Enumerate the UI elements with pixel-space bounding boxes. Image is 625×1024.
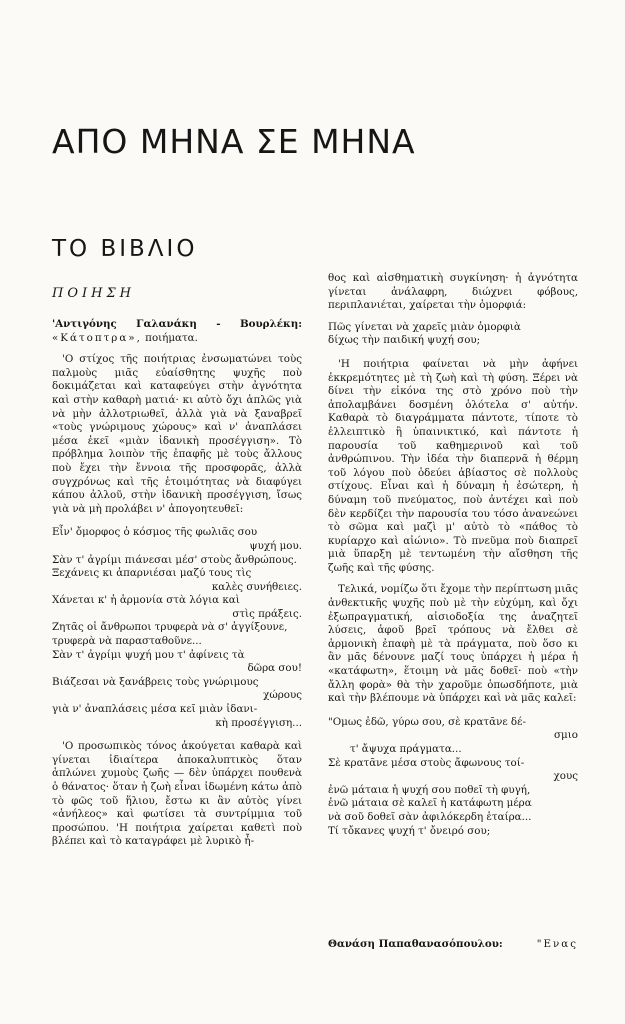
body-paragraph: 'Ο στίχος τῆς ποιήτριας ἐνσωματώνει τοὺς παλμοὺς μιᾶς εὐαίσθητης ψυχῆς ποὺ δοκιμάζεται καὶ καταφεύγει στὴν ἀγνότητα καὶ στὴν καθαρὴ ματιά· κι αὐτὸ ὄχι ἁπλῶς γιὰ νὰ μὴν ἀλλοτριωθεῖ, ἀλλὰ γιὰ νὰ ξαναβρεῖ «τοὺς γνώριμους χώρους» καὶ ν' ἀναπλάσει μέσα ἐκεῖ «μιὰν ἰδανικὴ προσέγγιση». Τὸ πρόβλημα λοιπὸν τῆς ἐπαφῆς μὲ τοὺς ἄλλους ποὺ ἔχει τὴν ἔννοια τῆς προσφορᾶς, ἀλλὰ συγχρόνως καὶ τῆς ἑτοιμότητας νὰ διαφύγει κάπου ἀλλοῦ, στὴν ἰδανικὴ προσέγγιση, ἴσως γιὰ νὰ μὴ προλάβει ν' ἀπογοητευθεῖ: [52, 353, 302, 515]
poem-line: νὰ σοῦ δοθεῖ σὰν ἀφιλόκερδη ἑταίρα... [328, 810, 532, 823]
poem-line: Εἶν' ὄμορφος ὁ κόσμος τῆς φωλιᾶς σου [52, 526, 258, 539]
poem-line: Ξεχάνεις κι ἀπαρνιέσαι μαζύ τους τὶς [52, 567, 252, 580]
poem-couplet [328, 321, 578, 348]
next-book-title-start: "Ενας [536, 938, 578, 950]
body-paragraph: Τελικά, νομίζω ὅτι ἔχομε τὴν περίπτωση μιᾶς ἀνθεκτικῆς ψυχῆς ποὺ μὲ τὴν εὐχύμη, καὶ ὄχι ἐξωπραγματική, αἰσιοδοξία της ἀναζητεῖ λύσεις, ἀφοῦ βρεῖ τρόπους νὰ ἔλθει σὲ ἁρμονικὴ ἐπαφὴ μὲ τὰ πράγματα, ποὺ ὅσο κι ἂν μᾶς δένουνε μαζί τους ὑπάρχει ἡ μέρα ἡ «κατάφωτη», ἕτοιμη νὰ μᾶς δοθεῖ· ποὺ «τὴν ἄλλη φορὰ» θὰ τὴν χαροῦμε ὁπωσδήποτε, μιὰ καὶ τὴν βλέπουμε νὰ ὑπάρχει καὶ νὰ μᾶς καλεῖ: [328, 583, 578, 705]
poem-line: τρυφερὰ νὰ παρασταθοῦνε... [52, 635, 202, 648]
poem-line: γιὰ ν' ἀναπλάσεις μέσα κεῖ μιὰν ἰδανι- [52, 703, 258, 716]
body-paragraph: 'Ο προσωπικὸς τόνος ἀκούγεται καθαρὰ καὶ γίνεται ἰδιαίτερα ἀποκαλυπτικὸς ὅταν ἁπλώνει χυμοὺς ζωῆς — δὲν ὑπάρχει πουθενὰ ὁ θάνατος· ὅταν ἡ ζωὴ εἶναι ἰδωμένη κάτω ἀπὸ τὸ φῶς τοῦ ἥλιου, ἔστω κι ἂν αὐτὸς γίνει «ἀνήλεος» καὶ φωτίσει τὰ συντρίμμια τοῦ προσώπου. 'Η ποιήτρια χαίρεται καθετὶ ποὺ βλέπει καὶ τὸ καταγράφει μὲ λυρικὸ ἦ- [52, 740, 302, 848]
page-title: ΑΠΟ ΜΗΝΑ ΣΕ ΜΗΝΑ [52, 122, 416, 161]
book-title: «Κάτοπτρα», [52, 331, 142, 344]
poem-line: κὴ προσέγγιση... [215, 716, 302, 729]
subsection-title: ΠΟΙΗΣΗ [52, 286, 135, 301]
poem-line: Ζητᾶς οἱ ἄνθρωποι τρυφερὰ νὰ σ' ἀγγίξουνε, [52, 621, 288, 634]
poem-excerpt [52, 526, 302, 730]
poem-line: Τί τὄκανες ψυχή τ' ὄνειρό σου; [328, 824, 491, 837]
next-book-author: Θανάση Παπαθανασόπουλου: [328, 938, 503, 950]
book-genre: ποιήματα. [145, 331, 198, 344]
poem-line: καλὲς συνήθειες. [211, 580, 302, 593]
intro-line [52, 318, 302, 345]
poem-excerpt [328, 716, 578, 838]
body-paragraph: θος καὶ αἰσθηματικὴ συγκίνηση· ἡ ἀγνότητα γίνεται ἀνάλαφρη, διώχνει φόβους, περιπλανιέται, χαίρεται τὴν ὀμορφιά: [328, 272, 578, 312]
poem-line: δῶρα σου! [247, 662, 302, 675]
body-paragraph: 'Η ποιήτρια φαίνεται νὰ μὴν ἀφήνει ἐκκρεμότητες μὲ τὴ ζωὴ καὶ τὴ φύση. Ξέρει νὰ δίνει τὴν εἰκόνα της στὸ χρόνο ποὺ τὴν ἀπολαμβάνει δοσμένη ὁλότελα σ' αὐτήν. Καθαρὰ τὸ διαγράμματα πάντοτε, τίποτε τὸ ἐλλειπτικὸ ἢ ὑπαινικτικό, καὶ πάντοτε ἡ παρουσία τοῦ καθημερινοῦ καὶ τοῦ ἀνθρώπινου. Τὴν ἰδέα τὴν διαπερνᾶ ἡ θέρμη τοῦ λόγου ποὺ ὁδεύει ἀβίαστος σὲ πολλοὺς στίχους. Εἶναι καὶ ἡ δύναμη ἡ ἐσώτερη, ἡ δύναμη τοῦ πνεύματος, ποὺ ἀντέχει καὶ ποὺ δὲν κερδίζει τὴν παρουσία του τόσο ἀνανεώνει τὸ σῶμα καὶ μαζὶ μ' αὐτὸ τὸ «πάθος τὸ κυρίαρχο καὶ αἰώνιο». Τὸ πνεῦμα ποὺ διαπρεῖ μιὰ ὕπαρξη μὲ τεντωμένη τὴν αἴσθηση τῆς ζωῆς καὶ τῆς φύσης. [328, 357, 578, 574]
poem-line: χώρους [263, 689, 302, 702]
poem-line: Σὲ κρατᾶνε μέσα στοὺς ἄφωνους τοί- [328, 756, 525, 769]
book-author: 'Αντιγόνης Γαλανάκη - Βουρλέκη: [52, 318, 302, 330]
poem-line: Σὰν τ' ἀγρίμι ψυχή μου τ' ἀφίνεις τὰ [52, 648, 245, 661]
poem-line: δίχως τὴν παιδική ψυχή σου; [328, 334, 481, 347]
poem-line: ἐνῶ μάταια ἡ ψυχή σου ποθεῖ τὴ φυγή, [328, 783, 531, 796]
poem-line: Σὰν τ' ἀγρίμι πιάνεσαι μέσ' στοὺς ἄνθρώπους. [52, 553, 297, 566]
poem-line: χους [553, 770, 578, 783]
poem-line: στὶς πράξεις. [232, 607, 302, 620]
poem-line: Χάνεται κ' ἡ ἁρμονία στὰ λόγια καὶ [52, 594, 240, 607]
right-column [328, 272, 578, 848]
poem-line: Βιάζεσαι νὰ ξανάβρεις τοὺς γνώριμους [52, 675, 259, 688]
poem-line: τ' ἄψυχα πράγματα... [350, 743, 462, 755]
poem-line: Πῶς γίνεται νὰ χαρεῖς μιὰν ὀμορφιὰ [328, 320, 521, 333]
poem-line: ψυχή μου. [249, 539, 302, 552]
poem-line: ἐνῶ μάταια σὲ καλεῖ ἡ κατάφωτη μέρα [328, 797, 532, 810]
next-review-heading [328, 938, 578, 952]
poem-line: σμιο [554, 729, 578, 742]
poem-line: "Ομως ἐδῶ, γύρω σου, σὲ κρατᾶνε δέ- [328, 715, 526, 728]
left-column [52, 318, 302, 857]
section-title: ΤΟ ΒΙΒΛΙΟ [52, 236, 198, 262]
